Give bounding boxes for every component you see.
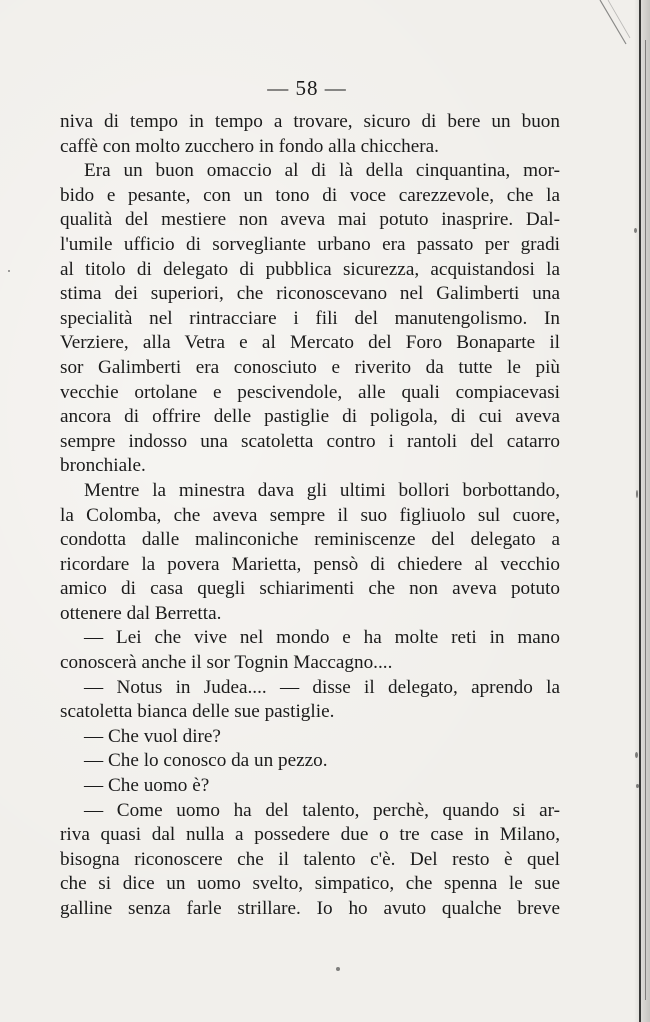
paper-speck: [634, 228, 637, 233]
text-line: — Lei che vive nel mondo e ha molte reti in mano: [84, 627, 560, 649]
text-line: la Colomba, che aveva sempre il suo figliuolo sul cuore,: [60, 504, 560, 526]
text-line: sempre indosso una scatoletta contro i rantoli del catarro: [60, 430, 560, 452]
text-line: ottenere dal Berretta.: [60, 602, 222, 624]
text-line: sor Galimberti era conosciuto e riverito da tutte le più: [60, 356, 560, 378]
text-line: al titolo di delegato di pubblica sicurezza, acquistandosi la: [60, 258, 560, 280]
text-line: — Che uomo è?: [84, 775, 210, 797]
text-line: ancora di offrire delle pastiglie di poligola, di cui aveva: [60, 406, 560, 428]
text-line: conoscerà anche il sor Tognin Maccagno....: [60, 652, 393, 674]
text-line: l'umile ufficio di sorvegliante urbano era passato per gradi: [60, 233, 560, 255]
page-corner-crease: [596, 0, 636, 50]
text-line: Verziere, alla Vetra e al Mercato del Foro Bonaparte il: [60, 332, 560, 354]
text-line: che si dice un uomo svelto, simpatico, che spenna le sue: [60, 873, 560, 895]
text-line: riva quasi dal nulla a possedere due o tre case in Milano,: [60, 824, 560, 846]
text-line: niva di tempo in tempo a trovare, sicuro di bere un buon: [60, 111, 560, 132]
text-line: vecchie ortolane e pescivendole, alle quali compiacevasi: [60, 381, 560, 403]
text-line: bido e pesante, con un tono di voce carezzevole, che la: [60, 184, 560, 206]
text-line: qualità del mestiere non aveva mai potuto inasprire. Dal-: [60, 209, 560, 231]
text-line: Era un buon omaccio al di là della cinquantina, mor-: [84, 160, 560, 182]
paper-speck: [636, 784, 639, 788]
paper-speck: [336, 967, 340, 971]
paper-speck: [635, 752, 638, 758]
page-number: — 58 —: [267, 76, 347, 100]
paper-speck: [636, 490, 638, 498]
page-edge-line: [639, 0, 641, 1022]
text-line: galline senza farle strillare. Io ho avuto qualche breve: [60, 898, 560, 919]
text-line: ricordare la povera Marietta, pensò di chiedere al vecchio: [60, 553, 560, 575]
text-line: amico di casa quegli schiarimenti che non aveva potuto: [60, 578, 560, 600]
text-line: bisogna riconoscere che il talento c'è. Del resto è quel: [60, 848, 560, 870]
text-line: — Che lo conosco da un pezzo.: [84, 750, 328, 772]
body-text: [60, 110, 560, 922]
page-edge-line-secondary: [645, 40, 646, 1000]
text-line: stima dei superiori, che riconoscevano nel Galimberti una: [60, 283, 560, 305]
text-line: bronchiale.: [60, 455, 146, 477]
text-line: — Come uomo ha del talento, perchè, quando si ar-: [84, 799, 560, 821]
page-edge-shadow: [634, 0, 650, 1022]
text-line: scatoletta bianca delle sue pastiglie.: [60, 701, 335, 723]
text-line: specialità nel rintracciare i fili del manutengolismo. In: [60, 307, 560, 329]
text-line: — Che vuol dire?: [84, 725, 221, 747]
paper-speck: [8, 270, 10, 272]
text-line: caffè con molto zucchero in fondo alla chicchera.: [60, 135, 439, 157]
text-line: Mentre la minestra dava gli ultimi bollori borbottando,: [84, 479, 560, 501]
text-line: condotta dalle malinconiche reminiscenze del delegato a: [60, 529, 560, 551]
text-line: — Notus in Judea.... — disse il delegato, aprendo la: [84, 676, 560, 698]
